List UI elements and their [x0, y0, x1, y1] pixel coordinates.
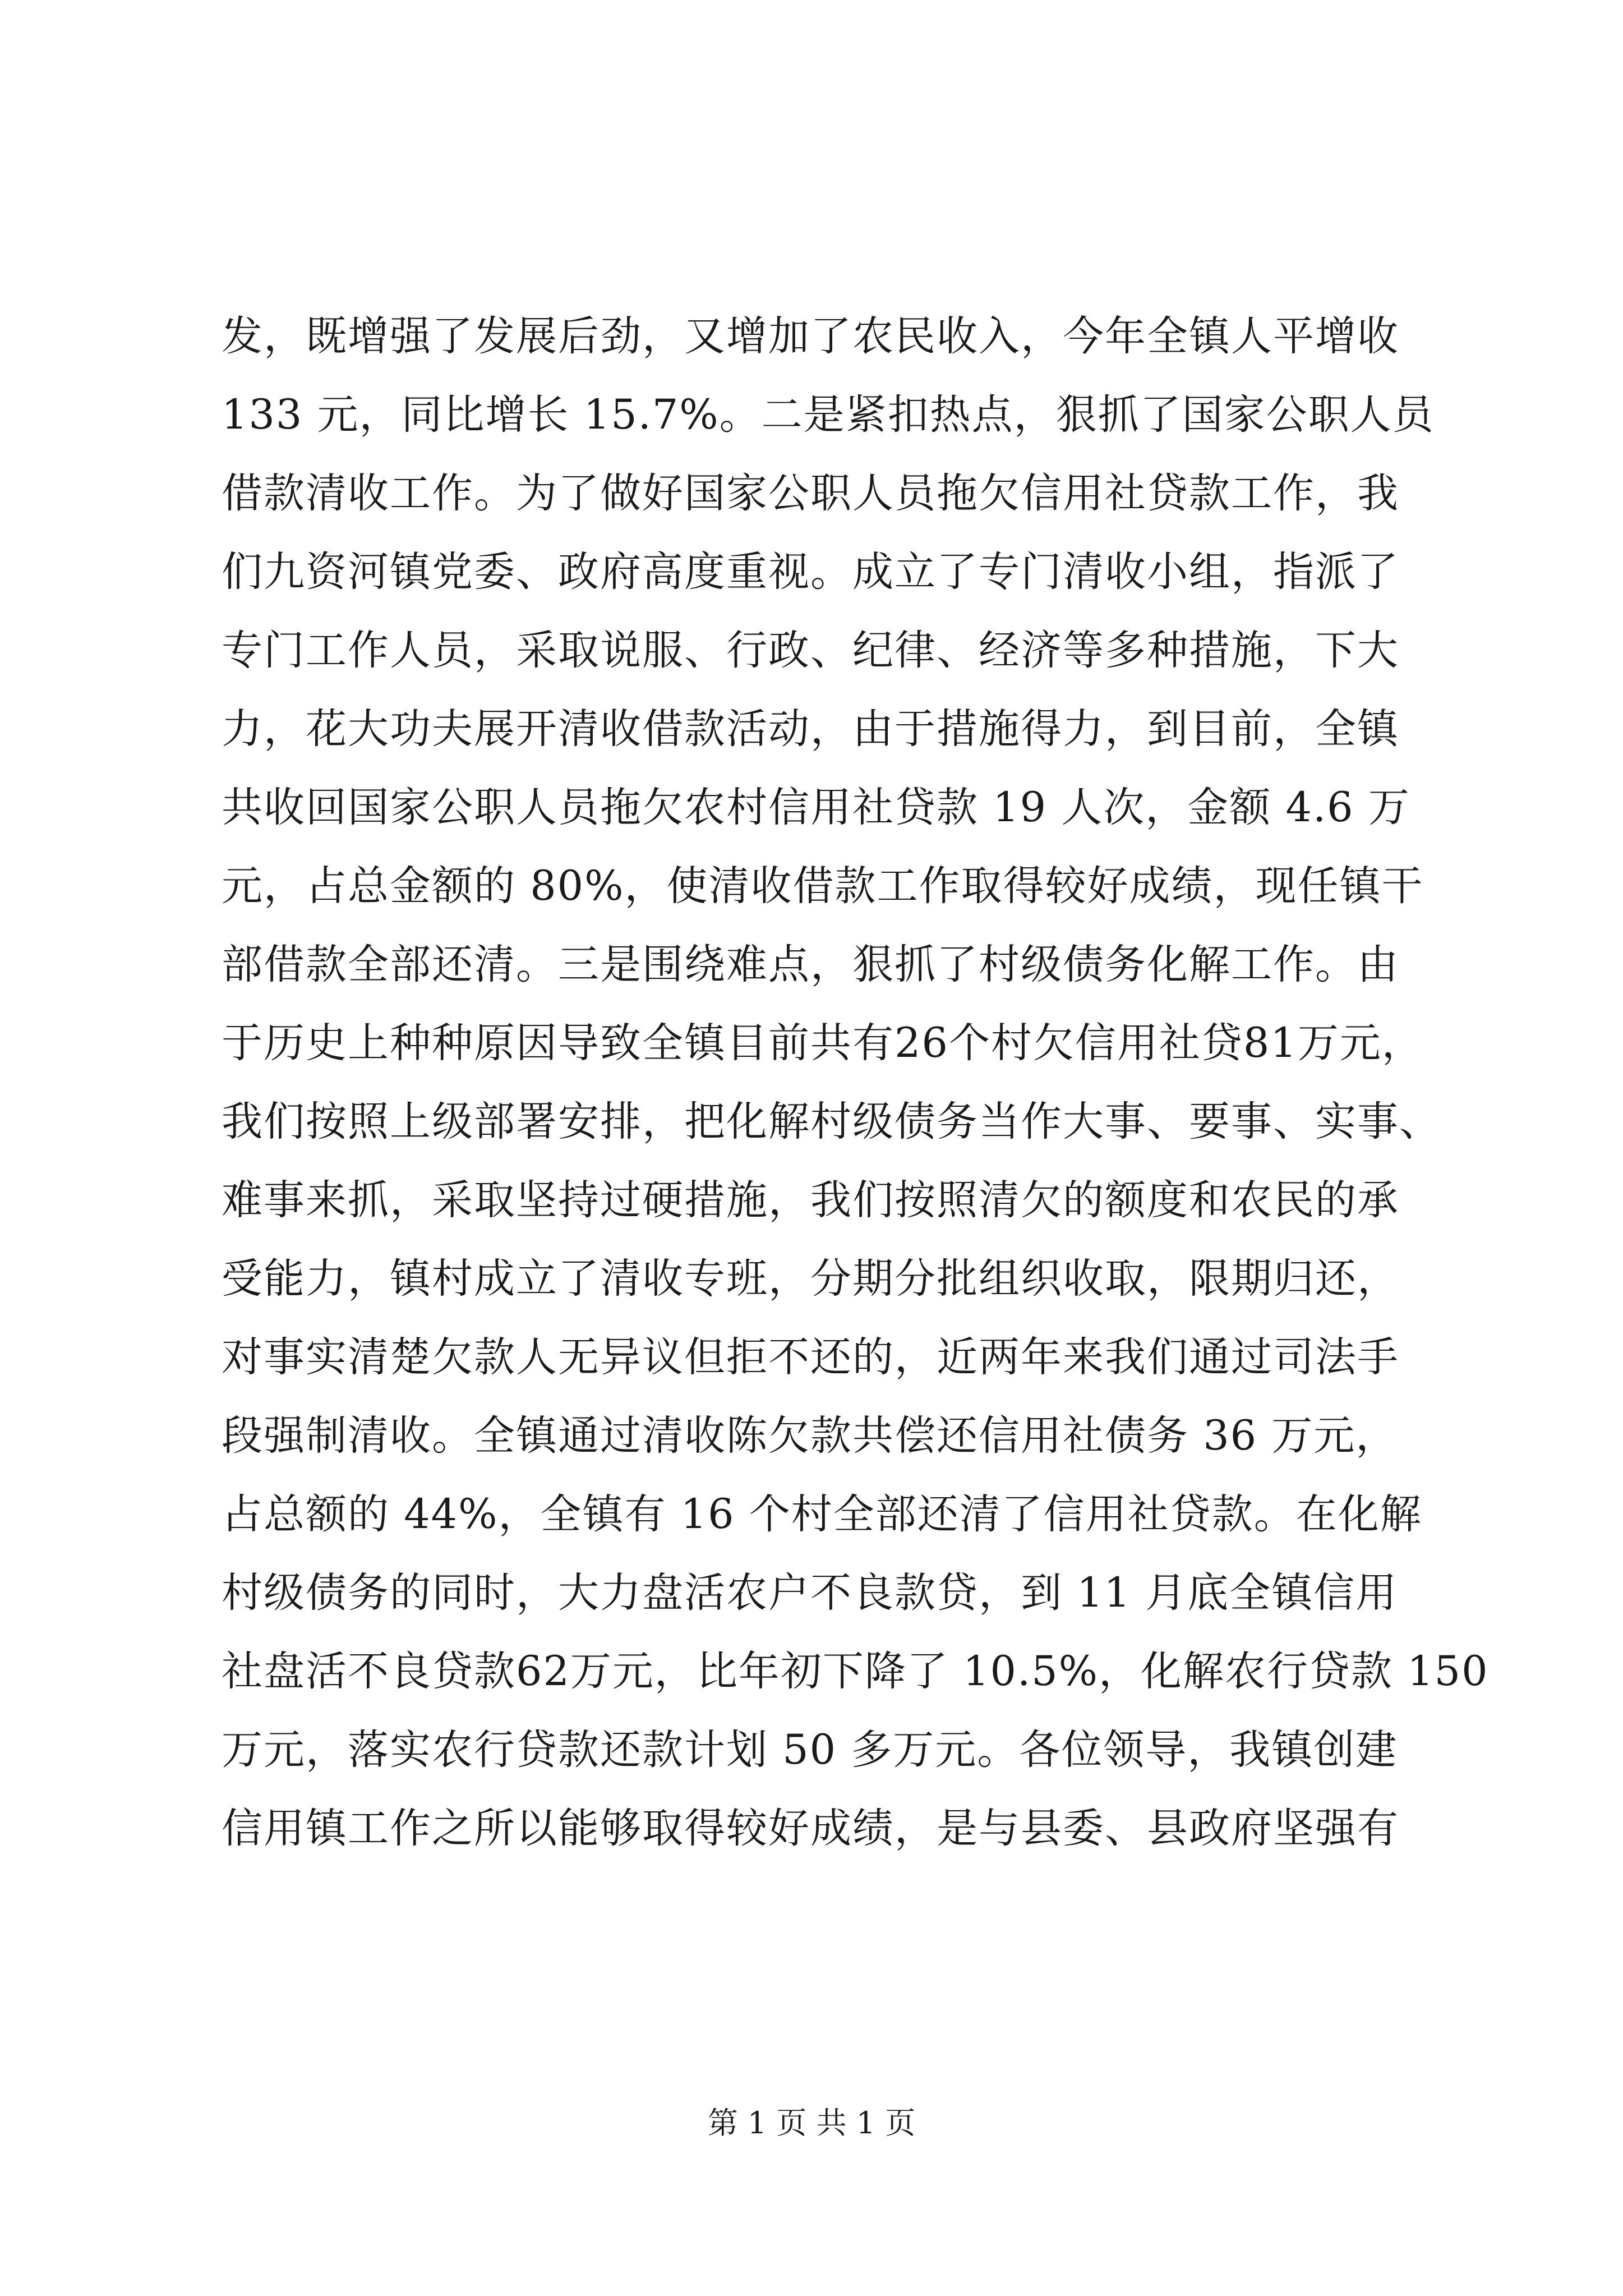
- text-line: 信用镇工作之所以能够取得较好成绩，是与县委、县政府坚强有: [222, 1805, 1399, 1852]
- text-line: 133 元，同比增长 15.7%。二是紧扣热点，狠抓了国家公职人员: [222, 391, 1435, 439]
- text-line: 专门工作人员，采取说服、行政、纪律、经济等多种措施，下大: [222, 627, 1399, 674]
- text-line: 部借款全部还清。三是围绕难点，狠抓了村级债务化解工作。由: [222, 941, 1399, 988]
- text-line: 元，占总金额的 80%，使清收借款工作取得较好成绩，现任镇干: [222, 862, 1424, 910]
- text-line: 们九资河镇党委、政府高度重视。成立了专门清收小组，指派了: [222, 548, 1399, 596]
- page-number-footer: 第 1 页 共 1 页: [707, 2105, 916, 2141]
- text-line: 万元，落实农行贷款还款计划 50 多万元。各位领导，我镇创建: [222, 1726, 1398, 1774]
- text-line: 力，花大功夫展开清收借款活动，由于措施得力，到目前，全镇: [222, 705, 1399, 753]
- text-line: 占总额的 44%，全镇有 16 个村全部还清了信用社贷款。在化解: [222, 1490, 1422, 1538]
- text-line: 我们按照上级部署安排，把化解村级债务当作大事、要事、实事、: [222, 1098, 1441, 1145]
- text-line: 社盘活不良贷款62万元，比年初下降了 10.5%，化解农行贷款 150: [222, 1648, 1489, 1695]
- text-line: 于历史上种种原因导致全镇目前共有26个村欠信用社贷81万元，: [222, 1019, 1424, 1067]
- text-line: 村级债务的同时，大力盘活农户不良款贷，到 11 月底全镇信用: [222, 1569, 1398, 1617]
- text-line: 发，既增强了发展后劲，又增加了农民收入，今年全镇人平增收: [222, 312, 1399, 360]
- body-text: [222, 297, 1489, 1868]
- text-line: 借款清收工作。为了做好国家公职人员拖欠信用社贷款工作，我: [222, 470, 1399, 517]
- text-line: 共收回国家公职人员拖欠农村信用社贷款 19 人次，金额 4.6 万: [222, 784, 1410, 831]
- text-line: 段强制清收。全镇通过清收陈欠款共偿还信用社债务 36 万元，: [222, 1412, 1398, 1460]
- text-line: 难事来抓，采取坚持过硬措施，我们按照清欠的额度和农民的承: [222, 1176, 1399, 1224]
- text-line: 受能力，镇村成立了清收专班，分期分批组织收取，限期归还，: [222, 1255, 1399, 1303]
- text-line: 对事实清楚欠款人无异议但拒不还的，近两年来我们通过司法手: [222, 1333, 1399, 1381]
